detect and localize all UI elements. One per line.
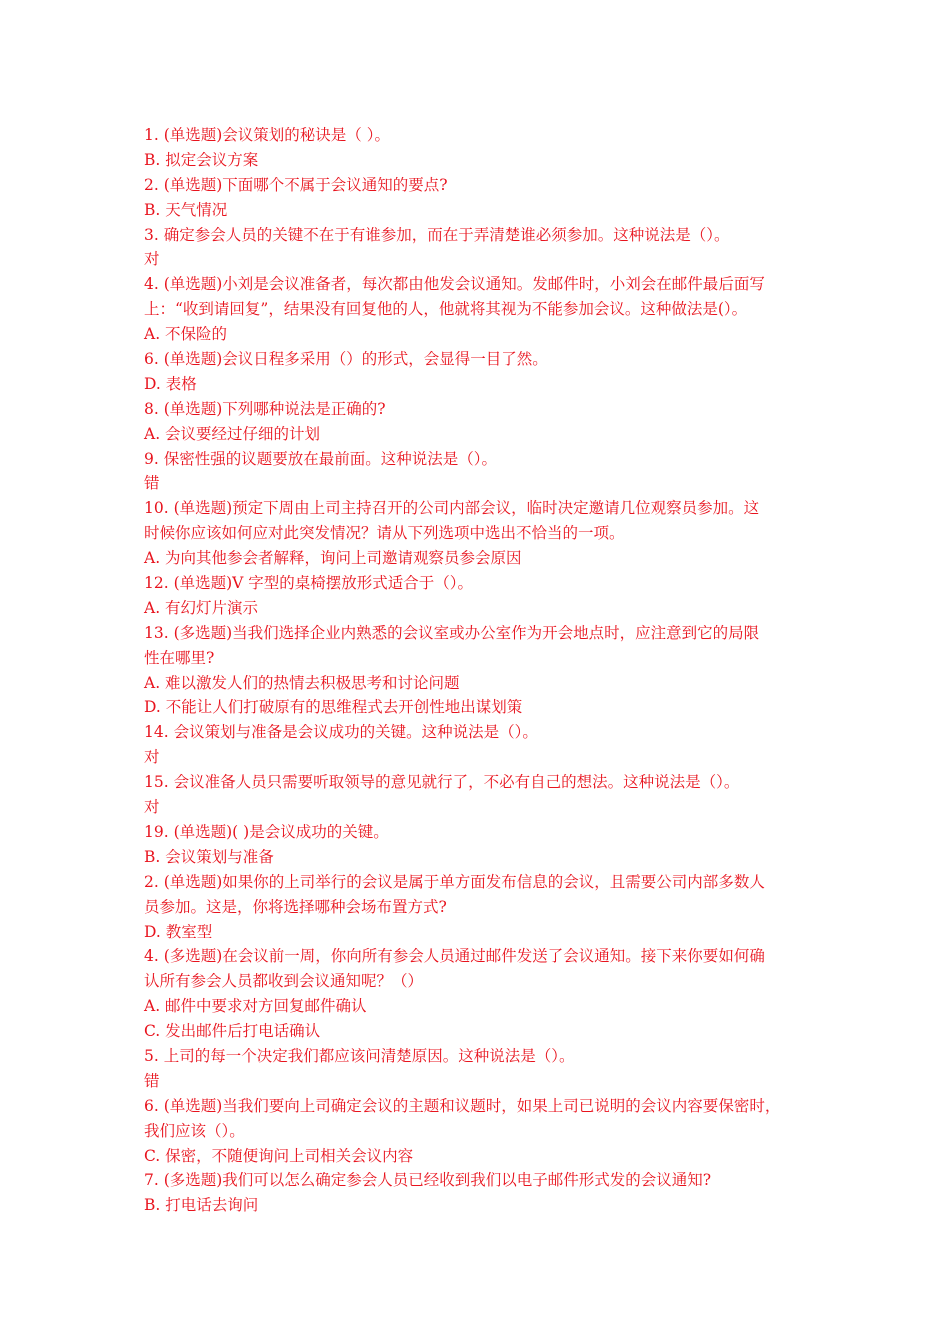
answer-line: A. 不保险的: [144, 325, 228, 344]
question-line: 13. (多选题)当我们选择企业内熟悉的会议室或办公室作为开会地点时，应注意到它的局限: [144, 623, 760, 642]
answer-line: A. 会议要经过仔细的计划: [144, 424, 321, 443]
answer-line: 对: [144, 250, 160, 269]
question-line: 8. (单选题)下列哪种说法是正确的?: [144, 399, 386, 418]
answer-line: D. 不能让人们打破原有的思维程式去开创性地出谋划策: [144, 698, 523, 717]
answer-line: A. 有幻灯片演示: [144, 598, 259, 617]
question-line: 10. (单选题)预定下周由上司主持召开的公司内部会议，临时决定邀请几位观察员参加。这: [144, 499, 760, 518]
question-line: 6. (单选题)当我们要向上司确定会议的主题和议题时，如果上司已说明的会议内容要保密时，: [144, 1096, 781, 1115]
question-line: 19. (单选题)( )是会议成功的关键。: [144, 822, 389, 841]
question-line: 性在哪里?: [144, 648, 215, 667]
answer-line: A. 为向其他参会者解释，询问上司邀请观察员参会原因: [144, 549, 522, 568]
question-line: 6. (单选题)会议日程多采用（）的形式，会显得一目了然。: [144, 350, 548, 369]
question-line: 5. 上司的每一个决定我们都应该问清楚原因。这种说法是（）。: [144, 1046, 575, 1065]
answer-line: 错: [144, 474, 160, 493]
answer-line: B. 打电话去询问: [144, 1196, 259, 1215]
question-line: 我们应该（）。: [144, 1121, 245, 1140]
question-line: 时候你应该如何应对此突发情况？请从下列选项中选出不恰当的一项。: [144, 524, 625, 543]
question-line: 4. (多选题)在会议前一周，你向所有参会人员通过邮件发送了会议通知。接下来你要如何确: [144, 947, 765, 966]
answer-line: A. 难以激发人们的热情去积极思考和讨论问题: [144, 673, 460, 692]
answer-line: 对: [144, 798, 160, 817]
answer-line: D. 表格: [144, 374, 197, 393]
question-line: 2. (单选题)如果你的上司举行的会议是属于单方面发布信息的会议，且需要公司内部多数人: [144, 872, 765, 891]
question-line: 7. (多选题)我们可以怎么确定参会人员已经收到我们以电子邮件形式发的会议通知?: [144, 1171, 712, 1190]
answer-line: 对: [144, 748, 160, 767]
question-line: 认所有参会人员都收到会议通知呢？（）: [144, 972, 424, 991]
question-line: 员参加。这是，你将选择哪种会场布置方式?: [144, 897, 447, 916]
question-line: 2. (单选题)下面哪个不属于会议通知的要点?: [144, 175, 448, 194]
answer-line: C. 保密，不随便询问上司相关会议内容: [144, 1146, 414, 1165]
answer-line: B. 会议策划与准备: [144, 847, 274, 866]
question-line: 3. 确定参会人员的关键不在于有谁参加，而在于弄清楚谁必须参加。这种说法是（）。: [144, 225, 730, 244]
answer-line: D. 教室型: [144, 922, 213, 941]
answer-line: B. 天气情况: [144, 200, 228, 219]
document-body: [144, 123, 816, 1218]
question-line: 15. 会议准备人员只需要听取领导的意见就行了，不必有自己的想法。这种说法是（）。: [144, 773, 740, 792]
question-line: 9. 保密性强的议题要放在最前面。这种说法是（）。: [144, 449, 497, 468]
answer-line: B. 拟定会议方案: [144, 150, 259, 169]
question-line: 上：“收到请回复”，结果没有回复他的人，他就将其视为不能参加会议。这种做法是(）。: [144, 300, 748, 319]
question-line: 14. 会议策划与准备是会议成功的关键。这种说法是（）。: [144, 723, 538, 742]
answer-line: C. 发出邮件后打电话确认: [144, 1022, 321, 1041]
question-line: 1. (单选题)会议策划的秘诀是（ ）。: [144, 126, 390, 144]
answer-line: A. 邮件中要求对方回复邮件确认: [144, 997, 367, 1016]
question-line: 4. (单选题)小刘是会议准备者，每次都由他发会议通知。发邮件时，小刘会在邮件最后面写: [144, 275, 765, 294]
question-line: 12. (单选题)V 字型的桌椅摆放形式适合于（）。: [144, 574, 474, 593]
answer-line: 错: [144, 1071, 160, 1090]
